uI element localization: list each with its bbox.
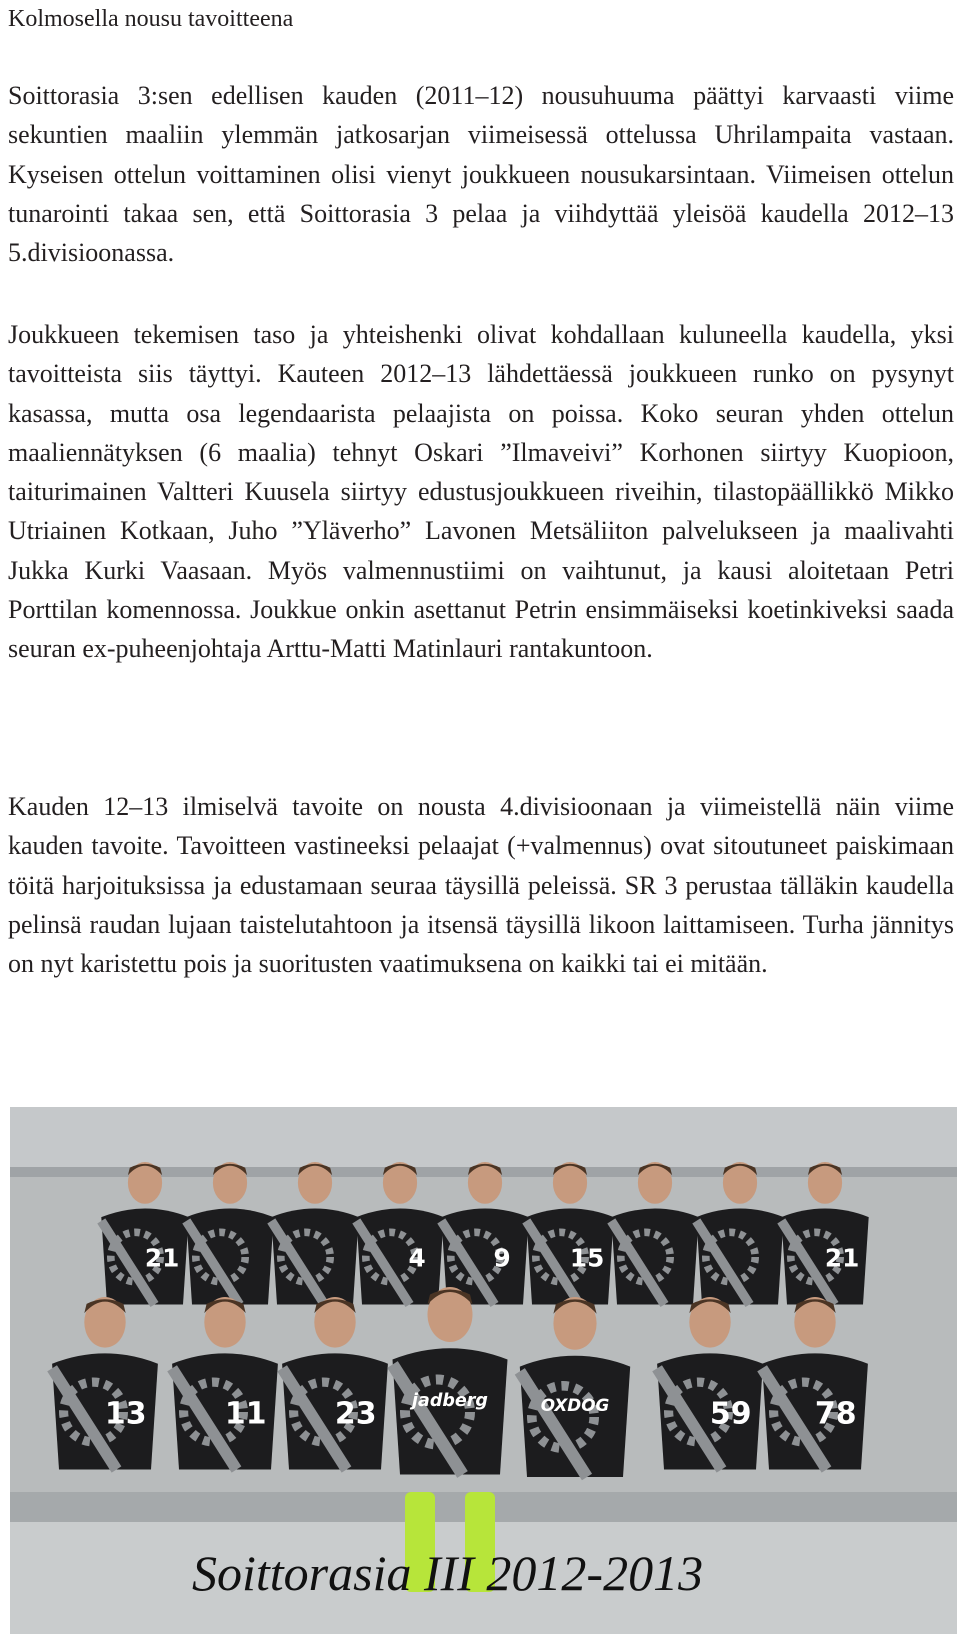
front-row-player-sponsor-text: OXDOG	[540, 1395, 610, 1415]
back-row-player-number: 9	[493, 1243, 511, 1273]
photo-caption: Soittorasia III 2012-2013	[192, 1545, 704, 1601]
front-row-player-number: 59	[709, 1396, 752, 1432]
back-row-player-number: 15	[569, 1243, 605, 1273]
back-row-player-number: 21	[144, 1243, 180, 1273]
front-row-player-number: 11	[224, 1396, 267, 1432]
paragraph-1: Soittorasia 3:sen edellisen kauden (2011–12) nousuhuuma päättyi karvaasti viime sekuntien maaliin ylemmän jatkosarjan viimeisessä ottelussa Uhrilampaita vastaan. Kyseisen ottelun voittaminen olisi vienyt joukkueen nousukarsintaan. Viimeisen ottelun tunarointi takaa sen, että Soittorasia 3 pelaa ja viihdyttää yleisöä kaudella 2012–13 5.divisioonassa.	[8, 81, 954, 268]
front-row-player-number: 23	[334, 1396, 377, 1432]
back-row	[101, 1162, 868, 1305]
paragraph-3: Kauden 12–13 ilmiselvä tavoite on nousta 4.divisioonaan ja viimeistellä näin viime kauden tavoite. Tavoitteen vastineeksi pelaajat (+valmennus) ovat sitoutuneet paiskimaan töitä harjoituksissa ja edustamaan seuraa täysillä peleissä. SR 3 perustaa tälläkin kaudella pelinsä raudan lujaan taistelutahtoon ja itsensä täysillä likoon laittamiseen. Turha jännitys on nyt karistettu pois ja suoritusten vaatimuksena on kaikki tai ei mitään.	[8, 792, 954, 979]
front-row-player-number: 13	[104, 1396, 147, 1432]
paragraph-2: Joukkueen tekemisen taso ja yhteishenki olivat kohdallaan kuluneella kaudella, yksi tavoitteista siis täyttyi. Kauteen 2012–13 lähdettäessä joukkueen runko on pysynyt kasassa, mutta osa legendaarista pelaajista on poissa. Koko seuran yhden ottelun maaliennätyksen (6 maalia) tehnyt Oskari ”Ilmaveivi” Korhonen siirtyy Kuopioon, taiturimainen Valtteri Kuusela siirtyy edustusjoukkueen riveihin, tilastopäällikkö Mikko Utriainen Kotkaan, Juho ”Yläverho” Lavonen Metsäliiton palvelukseen ja maalivahti Jukka Kurki Vaasaan. Myös valmennustiimi on vaihtunut, ja kausi aloitetaan Petri Porttilan komennossa. Joukkue onkin asettanut Petrin ensimmäiseksi koetinkiveksi saada seuran ex-puheenjohtaja Arttu-Matti Matinlauri rantakuntoon.	[8, 320, 954, 664]
front-row-player-sponsor-text: jadberg	[412, 1390, 488, 1411]
article-title: Kolmosella nousu tavoitteena	[8, 6, 294, 32]
back-row-player-number: 4	[408, 1243, 426, 1273]
back-row-player-number: 21	[824, 1243, 860, 1273]
front-row-player-number: 78	[814, 1396, 857, 1432]
